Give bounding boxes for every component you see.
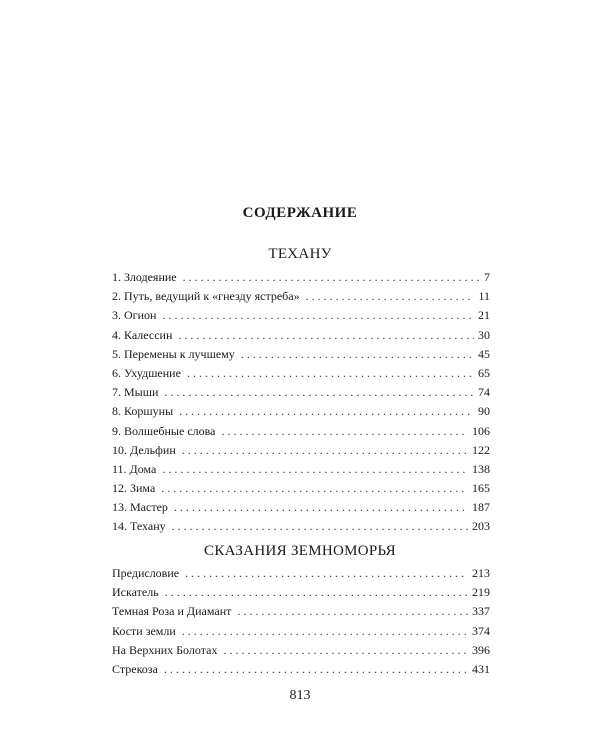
dot-leader [182,441,468,460]
toc-entry-page: 21 [478,308,490,323]
toc-entry-page: 165 [472,481,490,496]
toc-entry[interactable] [112,287,490,306]
toc-entry-page: 90 [478,404,490,419]
toc-entry-page: 74 [478,385,490,400]
toc-entry-title: 5. Перемены к лучшему [112,346,235,361]
toc-entry-title: 11. Дома [112,461,157,476]
dot-leader [174,498,468,517]
toc-entry-page: 7 [484,270,490,284]
toc-list-earthsea-tales [112,564,490,679]
toc-entry-title: 2. Путь, ведущий к «гнезду ястреба» [112,289,300,304]
toc-entry[interactable] [112,660,490,679]
toc-entry[interactable] [112,641,490,660]
toc-entry-title: Стрекоза [112,661,158,676]
toc-entry[interactable] [112,268,490,287]
toc-entry-title: Кости земли [112,623,176,638]
toc-entry-page: 337 [472,604,490,619]
dot-leader [223,641,468,660]
toc-entry[interactable] [112,383,490,402]
toc-entry-title: 14. Техану [112,519,166,534]
toc-list-tehanu [112,268,490,537]
dot-leader [164,660,468,679]
toc-entry[interactable] [112,402,490,421]
toc-entry[interactable] [112,498,490,517]
toc-entry-title: Предисловие [112,566,180,580]
dot-leader [164,383,474,402]
toc-entry[interactable] [112,602,490,621]
toc-entry[interactable] [112,479,490,498]
dot-leader [161,479,468,498]
toc-entry-page: 213 [472,566,490,580]
dot-leader [162,306,474,325]
toc-entry-title: На Верхних Болотах [112,642,218,657]
toc-entry[interactable] [112,326,490,345]
dot-leader [187,364,474,383]
toc-entry-title: 9. Волшебные слова [112,423,216,438]
dot-leader [178,326,474,345]
toc-entry-title: 4. Калессин [112,327,173,342]
toc-entry[interactable] [112,622,490,641]
dot-leader [221,422,468,441]
toc-entry-title: 1. Злодеяние [112,270,177,284]
dot-leader [182,622,468,641]
toc-entry-page: 203 [472,519,490,534]
dot-leader [306,287,475,306]
toc-entry-title: 6. Ухудшение [112,365,181,380]
toc-entry-page: 187 [472,500,490,515]
toc-entry-page: 106 [472,423,490,438]
page-number: 813 [289,688,311,703]
toc-entry-page: 65 [478,365,490,380]
section-title-earthsea-tales: СКАЗАНИЯ ЗЕМНОМОРЬЯ [204,543,396,559]
section-title-tehanu: ТЕХАНУ [268,246,332,262]
toc-entry[interactable] [112,441,490,460]
toc-entry[interactable] [112,306,490,325]
dot-leader [185,564,468,583]
dot-leader [237,602,468,621]
toc-entry-page: 30 [478,327,490,342]
dot-leader [241,345,474,364]
toc-entry-page: 122 [472,442,490,457]
dot-leader [165,583,468,602]
dot-leader [183,268,480,287]
toc-entry[interactable] [112,364,490,383]
toc-entry[interactable] [112,345,490,364]
toc-entry-title: 3. Огион [112,308,157,323]
toc-entry[interactable] [112,583,490,602]
toc-entry-title: 7. Мыши [112,385,159,400]
toc-entry-title: Темная Роза и Диамант [112,604,232,619]
toc-entry-page: 374 [472,623,490,638]
toc-entry-title: 12. Зима [112,481,156,496]
toc-entry-title: Искатель [112,585,159,600]
toc-entry[interactable] [112,564,490,583]
toc-entry-page: 396 [472,642,490,657]
toc-entry[interactable] [112,422,490,441]
toc-entry-title: 13. Мастер [112,500,168,515]
toc-entry-page: 45 [478,346,490,361]
dot-leader [172,517,468,536]
dot-leader [179,402,474,421]
dot-leader [162,460,468,479]
toc-entry[interactable] [112,460,490,479]
page-title: СОДЕРЖАНИЕ [242,205,358,221]
toc-entry-title: 8. Коршуны [112,404,174,419]
toc-entry-title: 10. Дельфин [112,442,176,457]
toc-entry-page: 11 [478,289,490,304]
toc-entry-page: 431 [472,661,490,676]
toc-entry-page: 138 [472,461,490,476]
toc-entry-page: 219 [472,585,490,600]
toc-entry[interactable] [112,517,490,536]
